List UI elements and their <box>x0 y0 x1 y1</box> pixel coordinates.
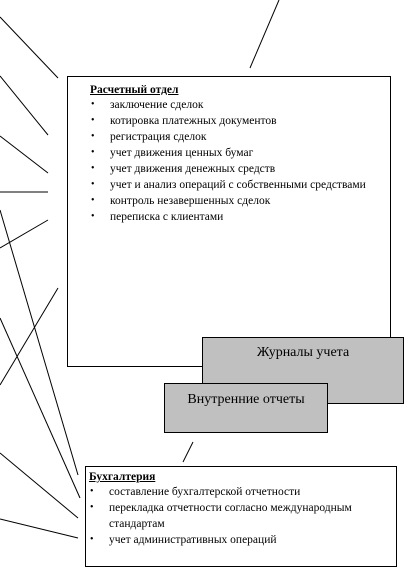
accounting-list <box>89 484 390 548</box>
bullet: • <box>91 99 95 110</box>
bullet: • <box>90 486 94 497</box>
connector-line <box>0 519 78 538</box>
connector-line <box>0 17 58 78</box>
list-item: • перекладка отчетности согласно международным стандартам <box>90 502 352 530</box>
accounting-title: Бухгалтерия <box>89 471 156 483</box>
list-item: • составление бухгалтерской отчетности <box>90 486 301 498</box>
bullet: • <box>90 534 94 545</box>
list-item: • переписка с клиентами <box>91 211 224 223</box>
list-item: • учет административных операций <box>90 534 277 546</box>
settlement-list <box>90 97 384 225</box>
bullet: • <box>91 131 95 142</box>
connector-line <box>0 453 78 518</box>
bullet: • <box>91 163 95 174</box>
bullet: • <box>91 179 95 190</box>
list-item: • контроль незавершенных сделок <box>91 195 271 207</box>
connector-line <box>183 442 193 462</box>
bullet: • <box>91 195 95 206</box>
internal-reports-box <box>164 383 328 433</box>
list-item: • регистрация сделок <box>91 131 207 143</box>
connector-line <box>250 0 279 68</box>
bullet: • <box>91 115 95 126</box>
list-item: • учет движения денежных средств <box>91 163 276 175</box>
bullet: • <box>91 147 95 158</box>
list-item: • учет и анализ операций с собственными средствами <box>91 179 366 191</box>
bullet: • <box>91 211 95 222</box>
list-item: • заключение сделок <box>91 99 204 111</box>
bullet: • <box>90 502 94 513</box>
list-item: • учет движения ценных бумаг <box>91 147 254 159</box>
internal-reports-label: Внутренние отчеты <box>187 392 305 407</box>
list-item: • котировка платежных документов <box>91 115 277 127</box>
settlement-department-box <box>67 76 391 367</box>
journals-label: Журналы учета <box>256 345 350 360</box>
accounting-box <box>85 466 397 567</box>
settlement-department-title: Расчетный отдел <box>90 84 179 96</box>
connector-line <box>0 136 48 173</box>
connector-line <box>0 76 48 135</box>
